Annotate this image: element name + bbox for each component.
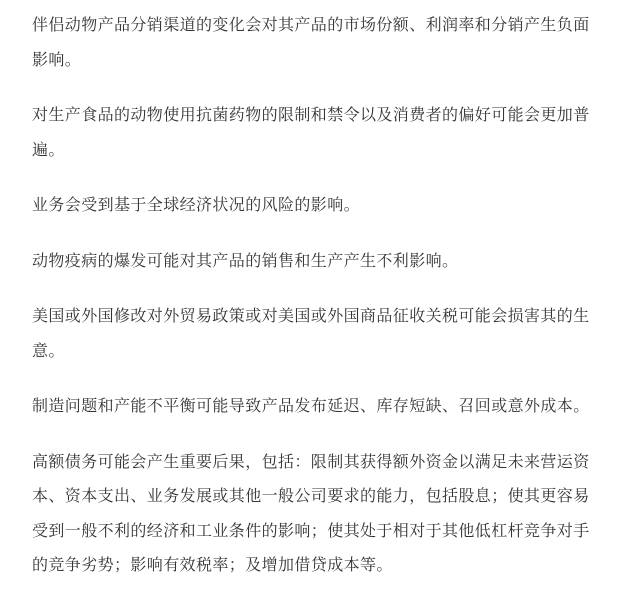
document-body	[32, 0, 597, 604]
paragraph-antimicrobial-restriction: 对生产食品的动物使用抗菌药物的限制和禁令以及消费者的偏好可能会更加普遍。	[32, 105, 590, 159]
paragraph-global-economy-risk: 业务会受到基于全球经济状况的风险的影响。	[32, 195, 361, 214]
paragraph-trade-policy-tariffs: 美国或外国修改对外贸易政策或对美国或外国商品征收关税可能会损害其的生意。	[32, 306, 590, 360]
paragraph-animal-disease-outbreak: 动物疫病的爆发可能对其产品的销售和生产产生不利影响。	[32, 250, 459, 270]
paragraph-high-debt-consequences: 高额债务可能会产生重要后果，包括：限制其获得额外资金以满足未来营运资本、资本支出、业务发展或其他一般公司要求的能力，包括股息；使其更容易受到一般不利的经济和工业条件的影响；使其处于相对于其他低杠杆竞争对手的竞争劣势；影响有效税率；及增加借贷成本等。	[32, 451, 590, 574]
paragraph-channel-change: 伴侣动物产品分销渠道的变化会对其产品的市场份额、利润率和分销产生负面影响。	[32, 15, 590, 69]
paragraph-manufacturing-capacity: 制造问题和产能不平衡可能导致产品发布延迟、库存短缺、召回或意外成本。	[32, 396, 590, 415]
